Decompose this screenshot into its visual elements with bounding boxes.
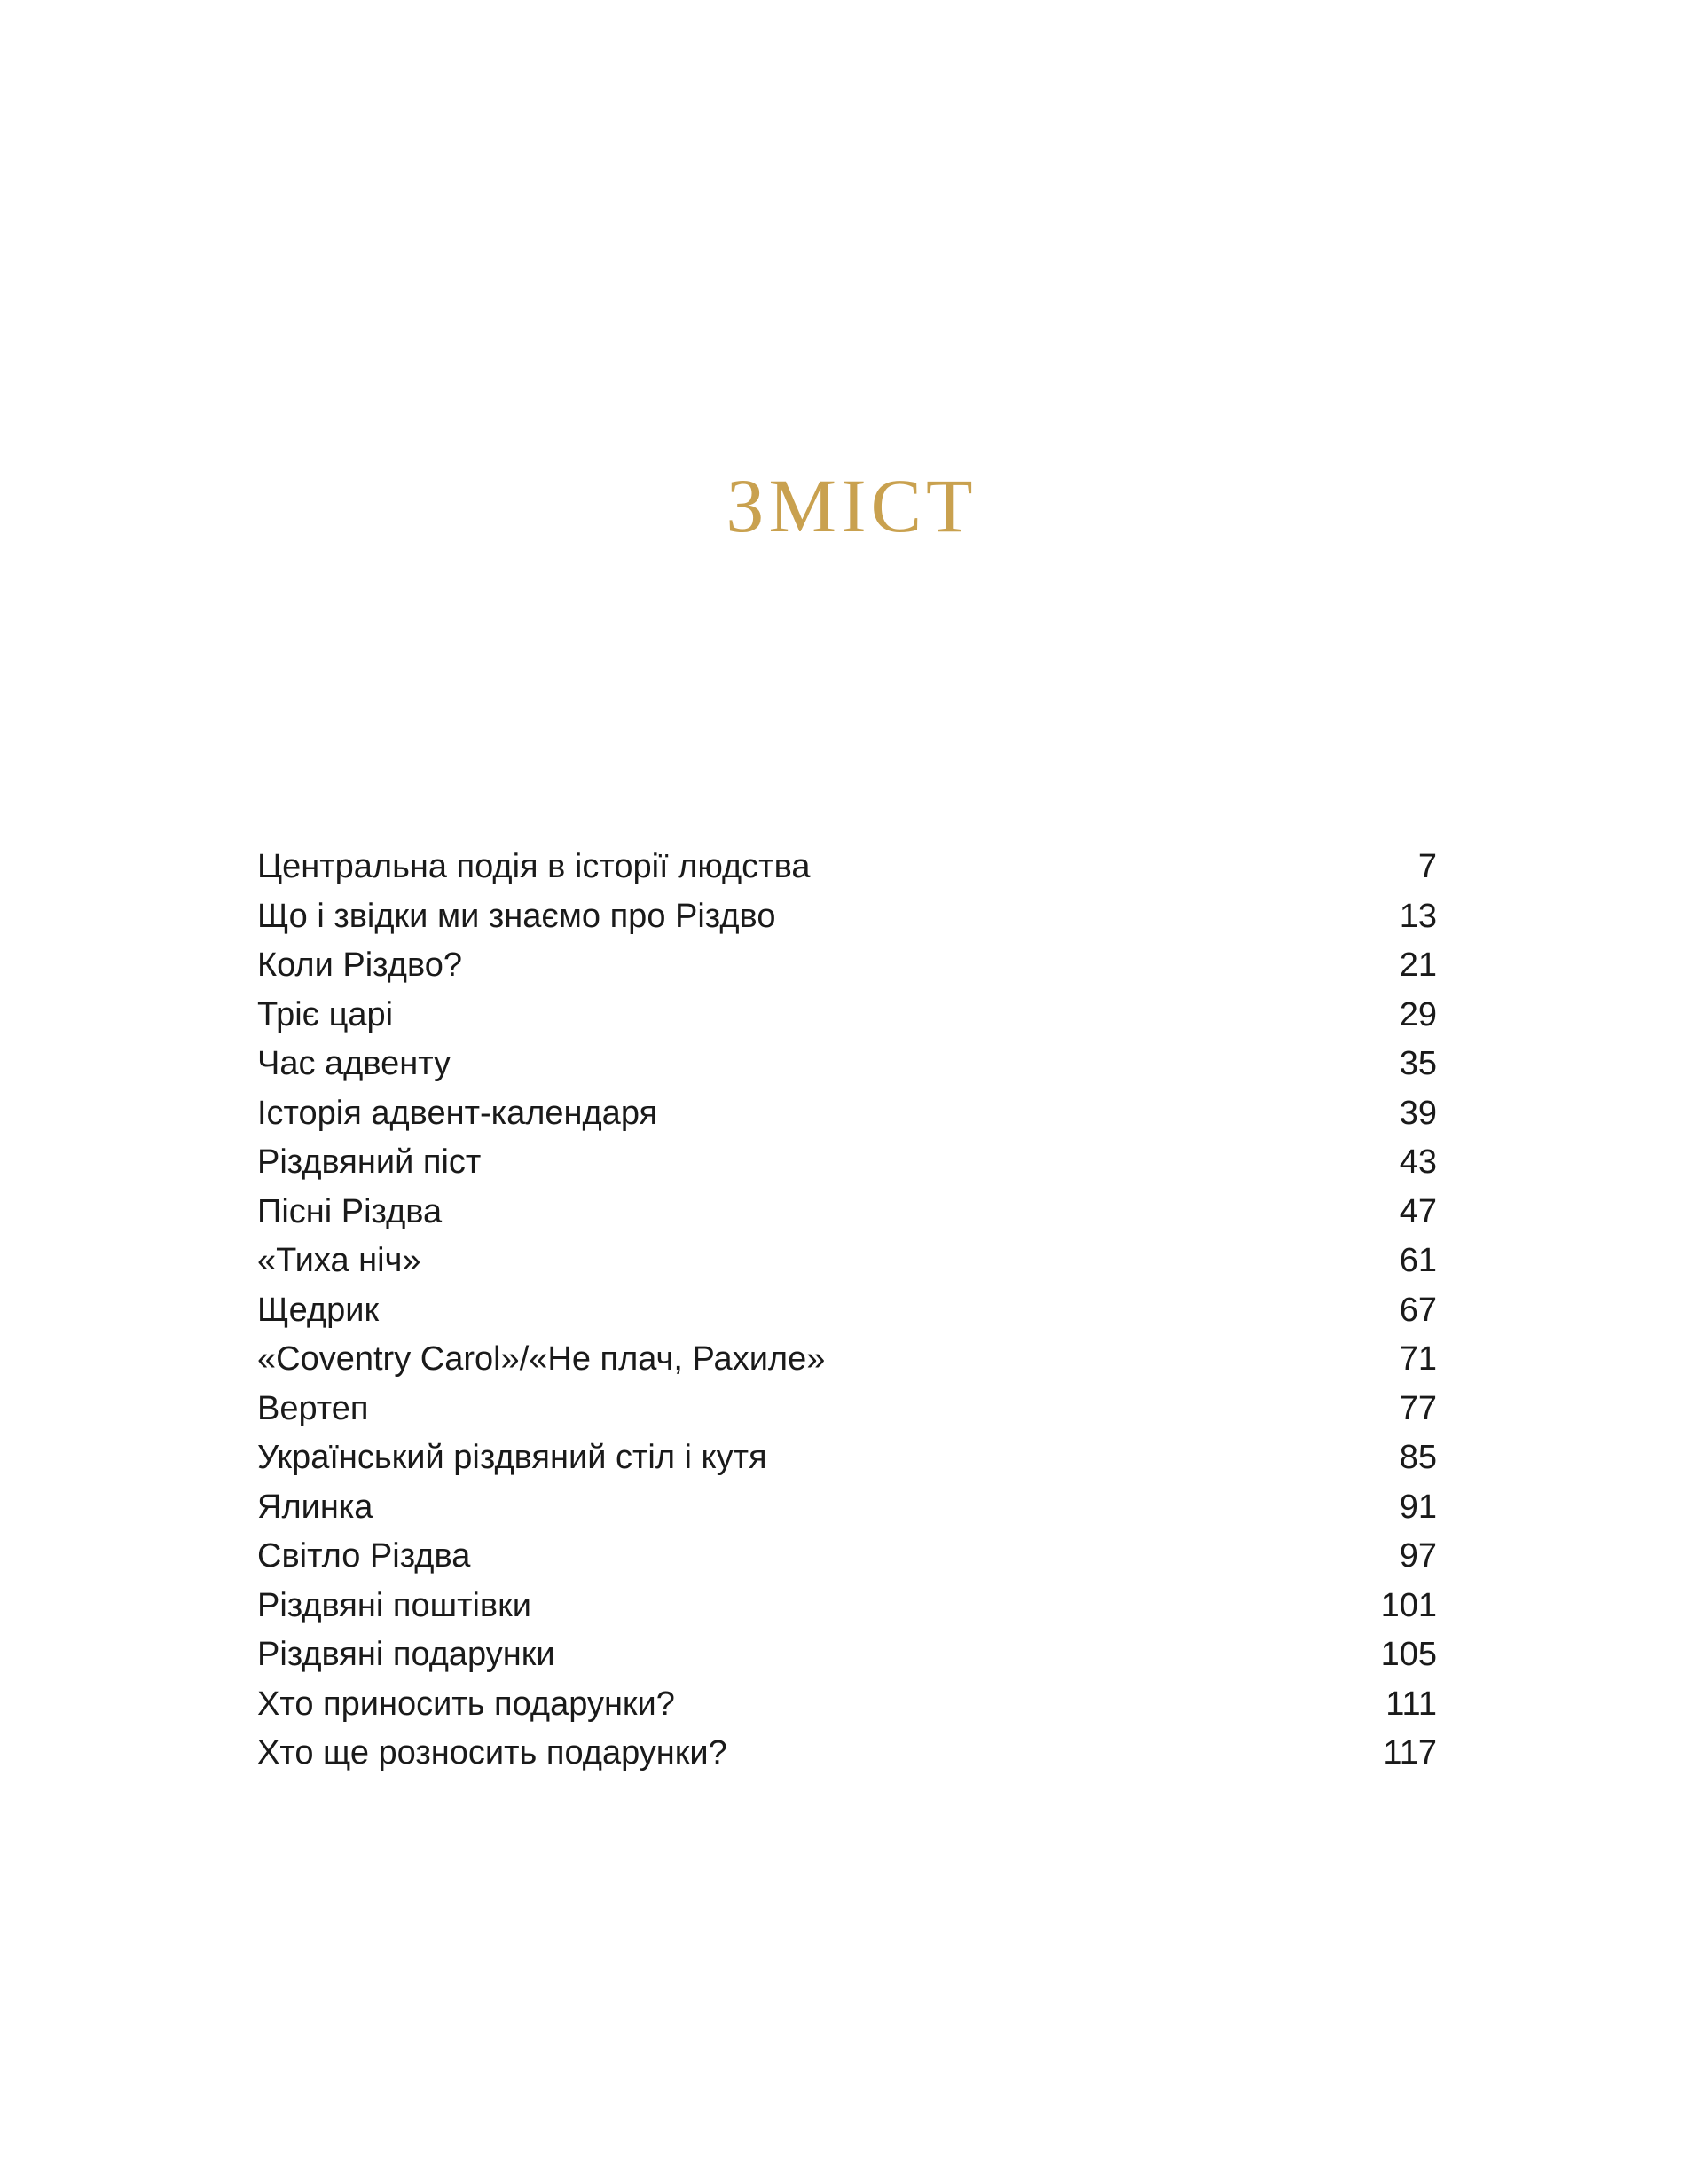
- toc-entry[interactable]: [257, 1680, 1437, 1730]
- toc-entry-page: 97: [1399, 1537, 1437, 1575]
- toc-entry[interactable]: [257, 1138, 1437, 1188]
- toc-entry-page: 7: [1417, 848, 1437, 885]
- toc-entry-label: Коли Різдво?: [257, 947, 462, 984]
- toc-entry-label: «Coventry Carol»/«Не плач, Рахиле»: [257, 1340, 826, 1378]
- toc-entry[interactable]: [257, 1582, 1437, 1631]
- toc-entry-page: 71: [1399, 1340, 1437, 1378]
- toc-entry-page: 13: [1399, 897, 1437, 935]
- toc-entry-label: Хто ще розносить подарунки?: [257, 1734, 727, 1772]
- toc-entry[interactable]: [257, 1188, 1437, 1237]
- toc-entry-label: Ялинка: [257, 1488, 373, 1526]
- toc-entry-label: Різдвяний піст: [257, 1143, 482, 1181]
- toc-entry-label: Різдвяні поштівки: [257, 1586, 531, 1624]
- toc-entry-page: 35: [1399, 1045, 1437, 1082]
- toc-entry-page: 21: [1399, 947, 1437, 984]
- toc-entry[interactable]: [257, 1040, 1437, 1089]
- toc-entry-label: Тріє царі: [257, 995, 394, 1033]
- toc-entry-page: 77: [1399, 1389, 1437, 1427]
- page-title: ЗМІСТ: [726, 463, 977, 548]
- toc-entry-page: 43: [1399, 1143, 1437, 1181]
- toc-entry[interactable]: [257, 1237, 1437, 1286]
- toc-entry-page: 117: [1383, 1734, 1437, 1772]
- toc-entry-label: Що і звідки ми знаємо про Різдво: [257, 897, 776, 935]
- toc-entry-label: Центральна подія в історії людства: [257, 848, 811, 885]
- toc-entry-label: Український різдвяний стіл і кутя: [257, 1439, 767, 1476]
- toc-entry[interactable]: [257, 1483, 1437, 1533]
- toc-entry[interactable]: [257, 941, 1437, 991]
- toc-entry-page: 105: [1380, 1636, 1437, 1673]
- toc-entry-label: Хто приносить подарунки?: [257, 1685, 675, 1723]
- toc-entry[interactable]: [257, 1089, 1437, 1139]
- toc-entry-page: 39: [1399, 1094, 1437, 1132]
- toc-entry[interactable]: [257, 1434, 1437, 1483]
- toc-entry[interactable]: [257, 1286, 1437, 1336]
- toc-entry-page: 111: [1385, 1685, 1437, 1723]
- toc-entry[interactable]: [257, 991, 1437, 1041]
- toc-entry-label: Історія адвент-календаря: [257, 1094, 658, 1132]
- toc-entry-label: Вертеп: [257, 1389, 369, 1427]
- table-of-contents: [257, 843, 1437, 1779]
- toc-entry-label: Різдвяні подарунки: [257, 1636, 555, 1673]
- toc-entry-label: Пісні Різдва: [257, 1192, 443, 1230]
- toc-entry-page: 47: [1399, 1192, 1437, 1230]
- toc-entry-page: 101: [1380, 1586, 1437, 1624]
- toc-entry-label: Світло Різдва: [257, 1537, 471, 1575]
- toc-entry[interactable]: [257, 1630, 1437, 1680]
- toc-entry-label: «Тиха ніч»: [257, 1242, 421, 1279]
- toc-entry[interactable]: [257, 1335, 1437, 1385]
- toc-entry-page: 67: [1399, 1291, 1437, 1329]
- toc-entry[interactable]: [257, 843, 1437, 892]
- toc-entry[interactable]: [257, 1532, 1437, 1582]
- toc-entry-label: Час адвенту: [257, 1045, 451, 1082]
- toc-entry[interactable]: [257, 1729, 1437, 1779]
- toc-entry-label: Щедрик: [257, 1291, 380, 1329]
- toc-entry-page: 91: [1399, 1488, 1437, 1526]
- toc-entry-page: 85: [1399, 1439, 1437, 1476]
- toc-entry[interactable]: [257, 1385, 1437, 1434]
- toc-entry-page: 29: [1399, 995, 1437, 1033]
- toc-entry-page: 61: [1399, 1242, 1437, 1279]
- toc-entry[interactable]: [257, 892, 1437, 942]
